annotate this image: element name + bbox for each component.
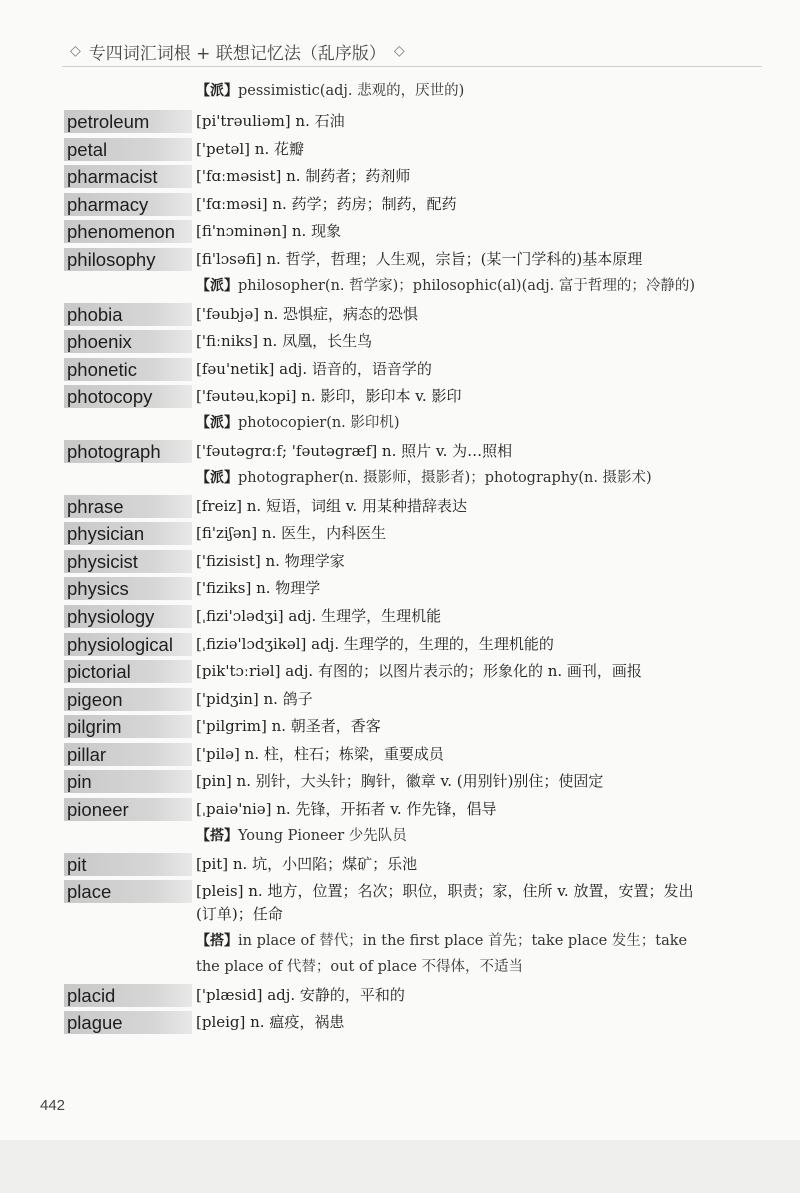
entry-word: petal: [64, 138, 192, 161]
entry-row: [64, 1011, 724, 1034]
entry-definition: ['fɑːməsist] n. 制药者；药剂师: [196, 167, 411, 186]
entry-word: place: [64, 880, 192, 903]
extra-text: photographer(n. 摄影师，摄影者)；photography(n. 摄影术): [238, 469, 652, 486]
entry-word: phobia: [64, 303, 192, 326]
entry-definition: ['fɑːməsi] n. 药学；药房；制药，配药: [196, 194, 457, 213]
entry-row: [64, 798, 724, 821]
entry-definition: [pi'trəuliəm] n. 石油: [196, 112, 345, 130]
entry-row: [64, 880, 724, 926]
entry-definition: ['pidʒin] n. 鸽子: [196, 689, 313, 708]
entry-definition: [ˌfiziə'lɔdʒikəl] adj. 生理学的，生理的，生理机能的: [196, 634, 554, 653]
diamond-icon: ◇: [393, 43, 405, 59]
extra-text: Young Pioneer 少先队员: [238, 827, 407, 844]
extra-tag: 【派】: [196, 469, 238, 486]
entry-definition: ['fəutəgrɑːf; 'fəutəgræf] n. 照片 v. 为…照相: [196, 441, 513, 460]
entry-row: [64, 303, 724, 326]
entry-row: [64, 577, 724, 600]
entry-extra: [196, 465, 706, 491]
derivative-text: pessimistic(adj. 悲观的，厌世的): [238, 83, 465, 99]
entry-word: pit: [64, 853, 192, 876]
entry-extra: [196, 273, 706, 299]
entry-definition: ['fiziks] n. 物理学: [196, 579, 321, 598]
entry-row: [64, 743, 724, 766]
extra-text: in place of 替代；in the first place 首先；take place 发生；take the place of 代替；out of place 不得体，不适当: [196, 932, 688, 975]
entry-definition: ['fizisist] n. 物理学家: [196, 551, 345, 570]
entry-definition: [fəu'netik] adj. 语音的，语音学的: [196, 359, 432, 378]
entry-word: pin: [64, 770, 192, 793]
page-bottom-margin: [0, 1140, 800, 1193]
entry-row: [64, 550, 724, 573]
entry-row: [64, 358, 724, 381]
entry-word: pigeon: [64, 688, 192, 711]
entry-word: physics: [64, 577, 192, 600]
entry-word: pharmacist: [64, 165, 192, 188]
entry-definition: ['pilə] n. 柱，柱石；栋梁，重要成员: [196, 744, 444, 763]
entry-row: [64, 688, 724, 711]
entry-definition: ['pilgrim] n. 朝圣者，香客: [196, 717, 381, 736]
extra-tag: 【搭】: [196, 827, 238, 844]
entry-definition: [pit] n. 坑，小凹陷；煤矿；乐池: [196, 854, 418, 873]
page-number: 442: [40, 1097, 66, 1114]
extra-tag: 【派】: [196, 277, 238, 294]
entry-row: [64, 165, 724, 188]
extra-tag: 【搭】: [196, 932, 238, 949]
entry-definition: [ˌfizi'ɔlədʒi] adj. 生理学，生理机能: [196, 606, 442, 625]
entry-row: [64, 495, 724, 518]
entry-definition: ['fiːniks] n. 凤凰，长生鸟: [196, 332, 373, 351]
entry-definition: [fi'nɔminən] n. 现象: [196, 222, 342, 241]
entry-word: pilgrim: [64, 715, 192, 738]
entry-word: philosophy: [64, 248, 192, 271]
entry-list: [64, 78, 724, 1039]
entry-row: [64, 715, 724, 738]
entry-word: pillar: [64, 743, 192, 766]
entry-row: [64, 770, 724, 793]
entry-definition: [pin] n. 别针，大头针；胸针，徽章 v. (用别针)别住；使固定: [196, 772, 604, 791]
entry-word: photocopy: [64, 385, 192, 408]
header-divider: [62, 66, 762, 67]
entry-row: [64, 220, 724, 243]
entry-definition: [pleis] n. 地方，位置；名次；职位，职责；家，住所 v. 放置，安置；发出(订单)；任命: [196, 882, 694, 924]
entry-word: physicist: [64, 550, 192, 573]
entry-definition: ['petəl] n. 花瓣: [196, 139, 304, 158]
derivative-tag: 【派】: [196, 83, 238, 99]
entry-row: [64, 633, 724, 656]
entry-definition: [freiz] n. 短语，词组 v. 用某种措辞表达: [196, 496, 467, 515]
page-title: 专四词汇词根 + 联想记忆法（乱序版）: [88, 43, 386, 64]
top-derivative: [196, 78, 706, 104]
entry-definition: [fi'ziʃən] n. 医生，内科医生: [196, 524, 387, 543]
entry-definition: [pik'tɔːriəl] adj. 有图的；以图片表示的；形象化的 n. 画刊，画报: [196, 662, 642, 681]
entry-word: phenomenon: [64, 220, 192, 243]
entry-word: placid: [64, 984, 192, 1007]
entry-definition: ['fəutəuˌkɔpi] n. 影印，影印本 v. 影印: [196, 387, 462, 406]
extra-text: philosopher(n. 哲学家)；philosophic(al)(adj. 富于哲理的；冷静的): [238, 277, 696, 294]
entry-row: [64, 853, 724, 876]
entry-row: [64, 110, 724, 133]
entry-word: physiological: [64, 633, 192, 656]
entry-row: [64, 660, 724, 683]
entry-row: [64, 522, 724, 545]
entry-row: [64, 605, 724, 628]
entry-row: [64, 193, 724, 216]
entry-word: pharmacy: [64, 193, 192, 216]
page-header: [62, 38, 413, 64]
entry-row: [64, 248, 724, 271]
entry-word: pioneer: [64, 798, 192, 821]
extra-text: photocopier(n. 影印机): [238, 414, 400, 431]
entry-word: pictorial: [64, 660, 192, 683]
entry-extra: [196, 823, 706, 849]
diamond-icon: ◇: [70, 43, 81, 59]
extra-tag: 【派】: [196, 414, 238, 431]
entry-definition: [pleig] n. 瘟疫，祸患: [196, 1013, 345, 1032]
entry-row: [64, 138, 724, 161]
entry-word: photograph: [64, 440, 192, 463]
entry-word: physician: [64, 522, 192, 545]
entry-extra: [196, 928, 706, 980]
entry-row: [64, 330, 724, 353]
entry-word: phonetic: [64, 358, 192, 381]
entry-row: [64, 440, 724, 463]
entry-row: [64, 984, 724, 1007]
entry-definition: [fi'lɔsəfi] n. 哲学，哲理；人生观，宗旨；(某一门学科的)基本原理: [196, 249, 643, 268]
entry-definition: ['plæsid] adj. 安静的，平和的: [196, 985, 405, 1004]
entry-word: plague: [64, 1011, 192, 1034]
entry-word: petroleum: [64, 110, 192, 133]
entry-definition: ['fəubjə] n. 恐惧症，病态的恐惧: [196, 304, 419, 323]
entry-definition: [ˌpaiə'niə] n. 先锋，开拓者 v. 作先锋，倡导: [196, 800, 497, 819]
entry-extra: [196, 410, 706, 436]
entry-word: phoenix: [64, 330, 192, 353]
entry-word: phrase: [64, 495, 192, 518]
entry-row: [64, 385, 724, 408]
entry-word: physiology: [64, 605, 192, 628]
